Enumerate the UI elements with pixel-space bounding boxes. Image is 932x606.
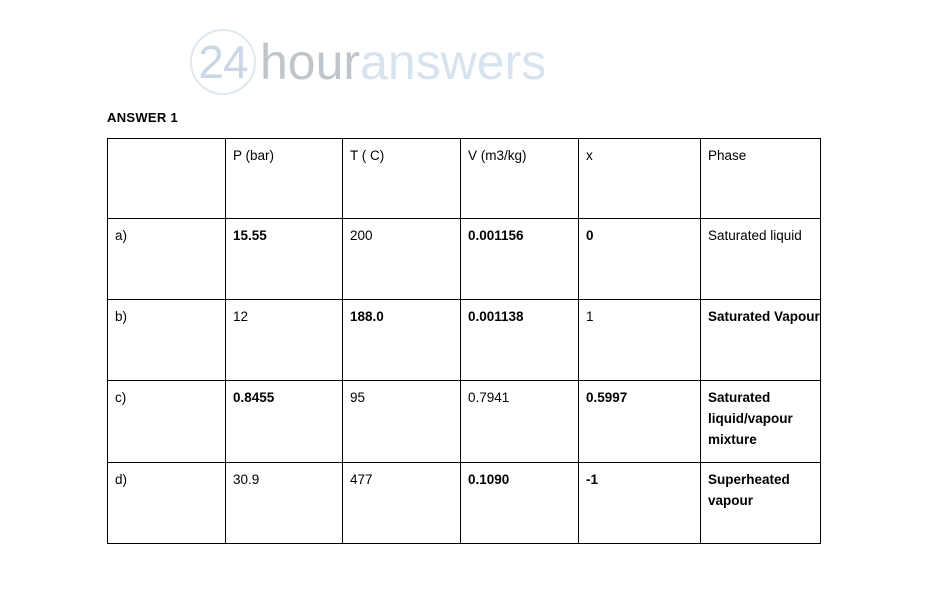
table-row bbox=[108, 300, 821, 381]
table-row bbox=[108, 463, 821, 544]
site-logo bbox=[190, 28, 546, 96]
row-label: d) bbox=[108, 463, 226, 544]
row-quality: 0 bbox=[579, 219, 701, 300]
table-header-cell-quality: x bbox=[579, 139, 701, 219]
table-header-cell-blank bbox=[108, 139, 226, 219]
logo-word-answers: answers bbox=[360, 34, 547, 90]
row-temperature: 188.0 bbox=[343, 300, 461, 381]
row-phase: Saturated liquid bbox=[701, 219, 821, 300]
row-phase: Superheated vapour bbox=[701, 463, 821, 544]
table-header-cell-temperature: T ( C) bbox=[343, 139, 461, 219]
row-temperature: 477 bbox=[343, 463, 461, 544]
row-volume: 0.001138 bbox=[461, 300, 579, 381]
row-label: c) bbox=[108, 381, 226, 463]
row-pressure: 15.55 bbox=[226, 219, 343, 300]
row-phase: Saturated Vapour bbox=[701, 300, 821, 381]
row-quality: -1 bbox=[579, 463, 701, 544]
row-label: a) bbox=[108, 219, 226, 300]
row-pressure: 0.8455 bbox=[226, 381, 343, 463]
page-title: ANSWER 1 bbox=[107, 110, 179, 125]
row-volume: 0.1090 bbox=[461, 463, 579, 544]
row-temperature: 200 bbox=[343, 219, 461, 300]
row-quality: 0.5997 bbox=[579, 381, 701, 463]
row-temperature: 95 bbox=[343, 381, 461, 463]
row-pressure: 30.9 bbox=[226, 463, 343, 544]
table-row bbox=[108, 219, 821, 300]
answer-table-container bbox=[107, 138, 820, 544]
row-quality: 1 bbox=[579, 300, 701, 381]
table-header-row bbox=[108, 139, 821, 219]
table-row bbox=[108, 381, 821, 463]
logo-word-hour: hour bbox=[260, 34, 361, 90]
logo-circle-icon bbox=[190, 29, 256, 95]
answer-table bbox=[107, 138, 821, 544]
logo-badge-text: 24 bbox=[198, 36, 248, 88]
row-pressure: 12 bbox=[226, 300, 343, 381]
row-label: b) bbox=[108, 300, 226, 381]
row-volume: 0.001156 bbox=[461, 219, 579, 300]
row-volume: 0.7941 bbox=[461, 381, 579, 463]
table-header-cell-volume: V (m3/kg) bbox=[461, 139, 579, 219]
table-header-cell-pressure: P (bar) bbox=[226, 139, 343, 219]
table-header-cell-phase: Phase bbox=[701, 139, 821, 219]
row-phase: Saturated liquid/vapour mixture bbox=[701, 381, 821, 463]
